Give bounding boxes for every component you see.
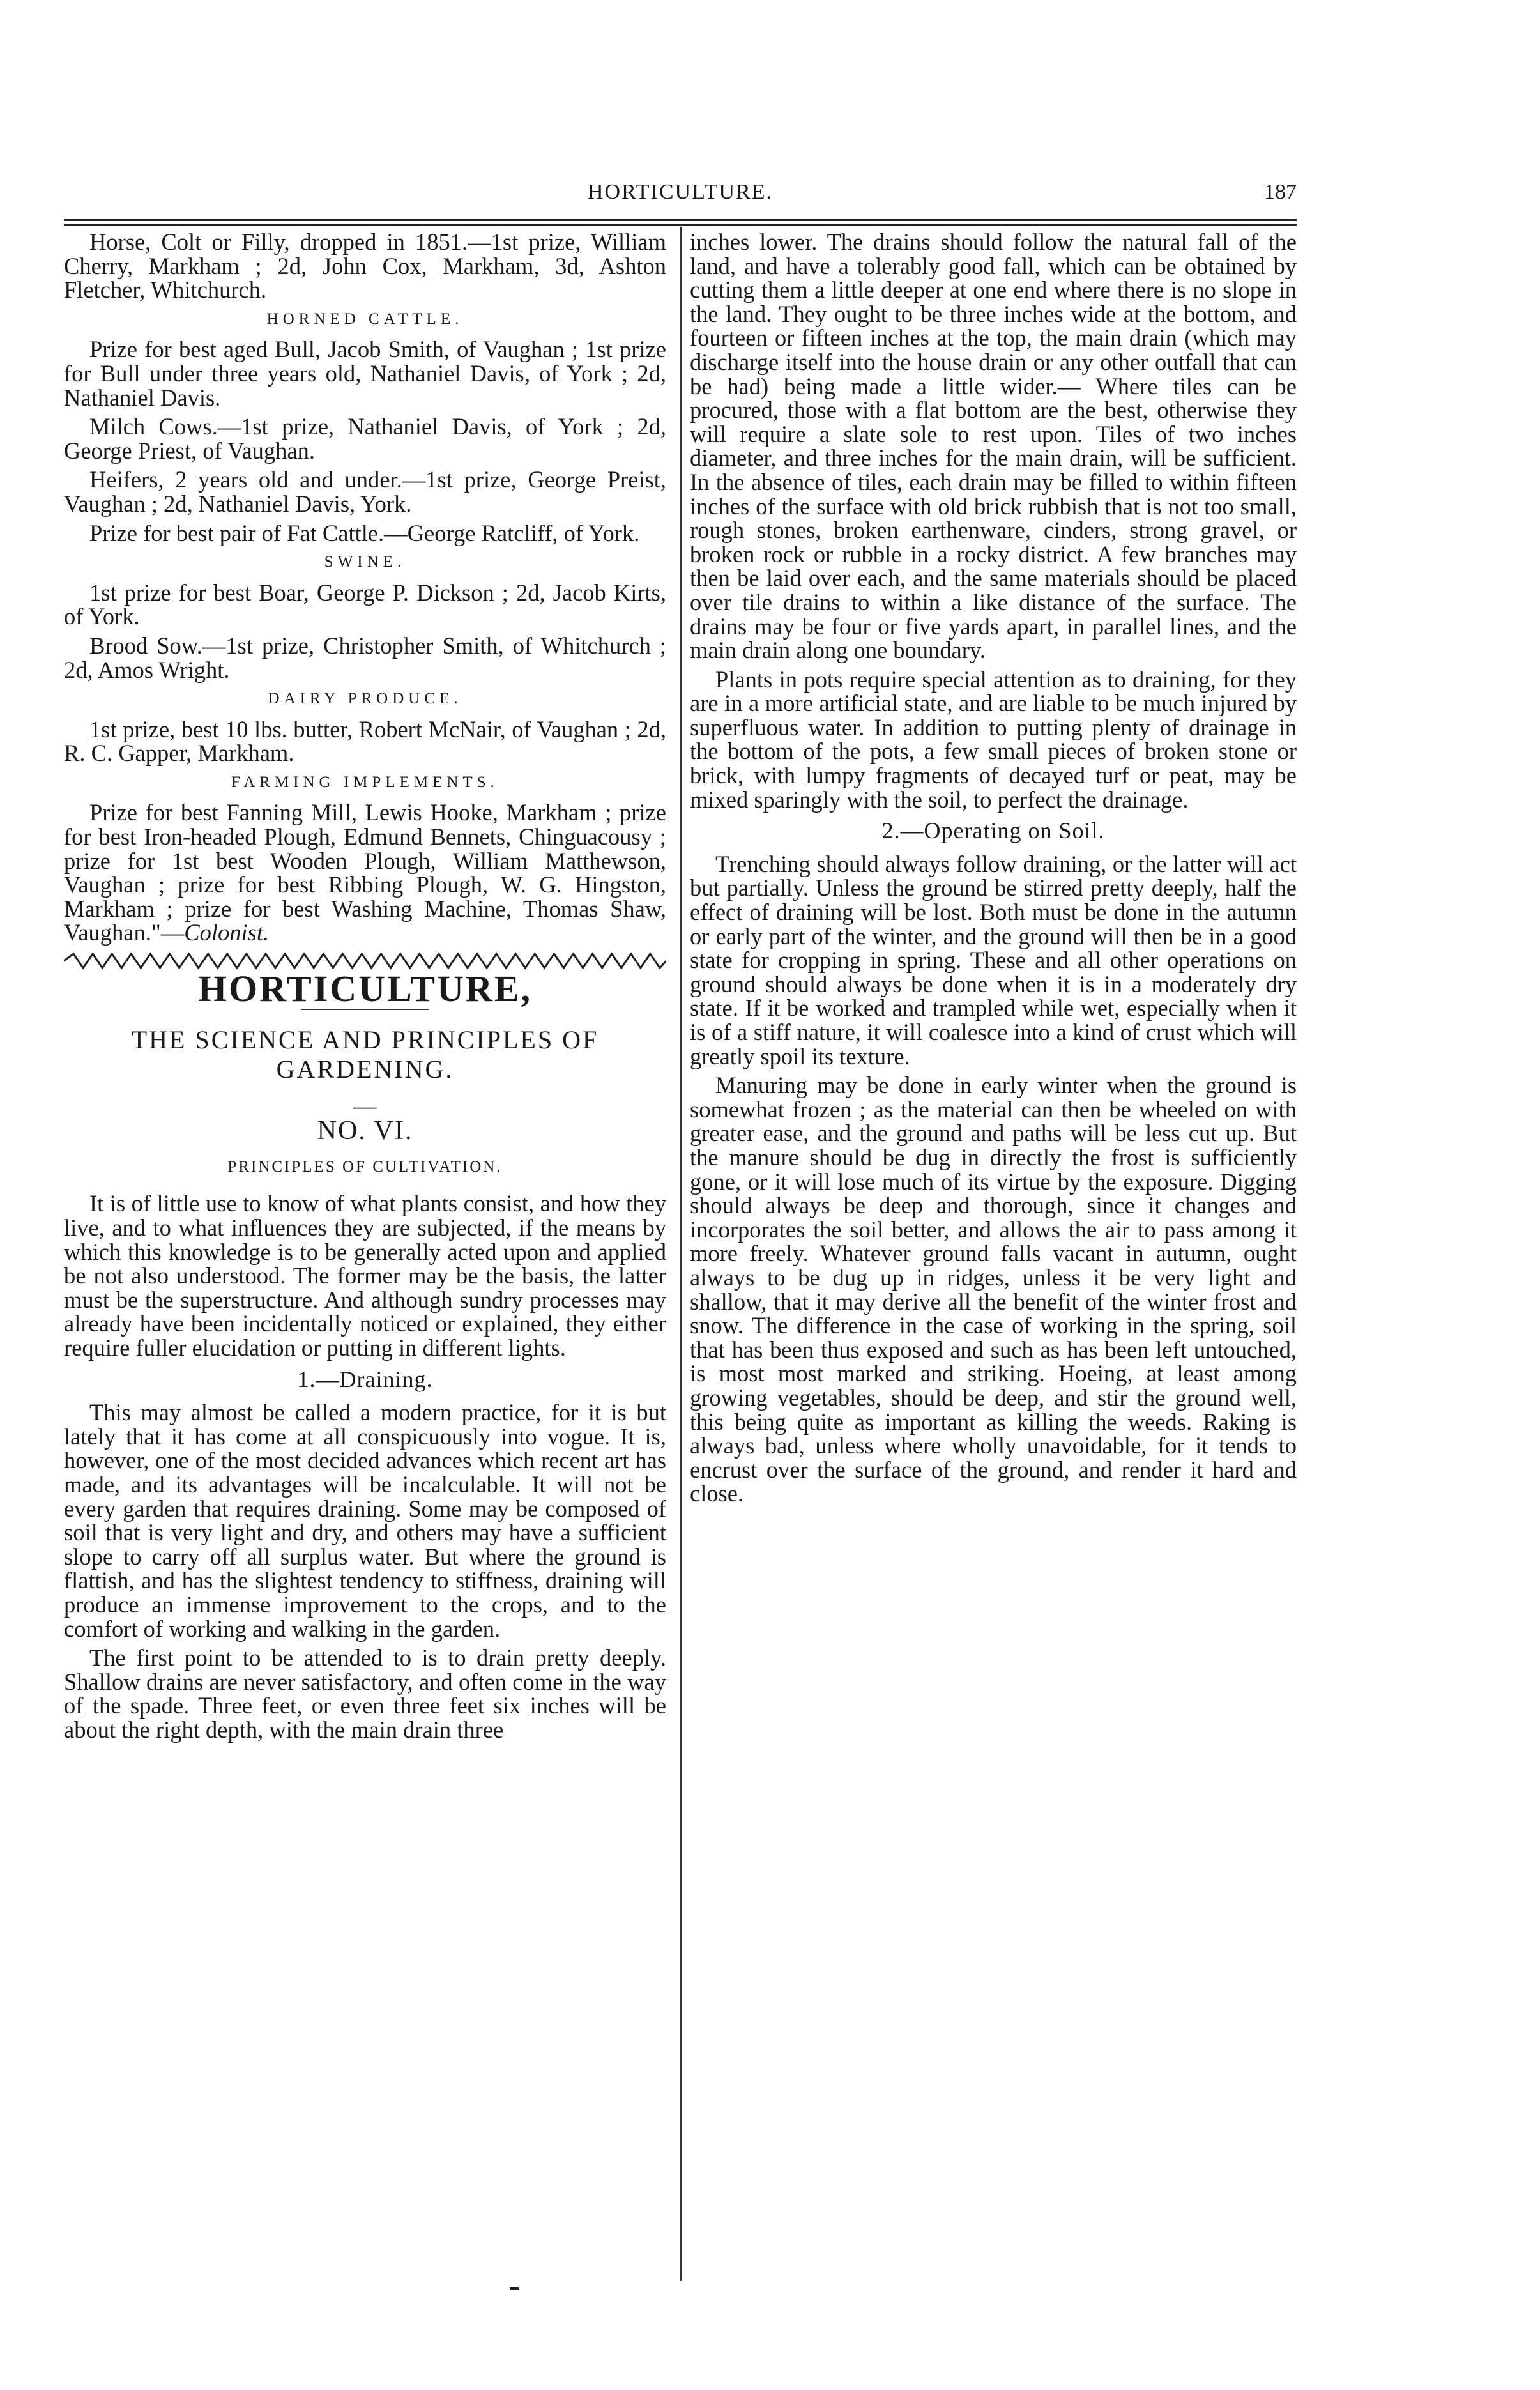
principles-heading: PRINCIPLES OF CULTIVATION. [227, 1158, 503, 1176]
source-credit: Colonist. [184, 919, 270, 946]
trenching-paragraph: Trenching should always follow draining, or the latter will act but partially. Unless the ground be stirred pretty deeply, half the effect of draining will be lost. Both must be done in the autumn or early part of the winter, and the ground will then be in a good state for cropping in spring. These and all other operations on ground should always be done when it is in a moderately dry state. If it be worked and trampled while wet, especially when it is of a stiff nature, it will coalesce into a kind of crust which will greatly spoil its texture. [690, 850, 1297, 1069]
fat-cattle-entry: Prize for best pair of Fat Cattle.—George Ratcliff, of York. [89, 519, 640, 546]
bull-prize-entry: Prize for best aged Bull, Jacob Smith, of Vaughan ; 1st prize for Bull under three years old, Nathaniel Davis, of York ; 2d, Nathaniel Davis. [64, 336, 666, 411]
intro-paragraph: It is of little use to know of what plants consist, and how they live, and to what influences they are subjected, if the means by which this knowledge is to be generally acted upon and applied be not also understood. The former may be the basis, the latter must be the superstructure. And although sundry processes may already have been incidentally noticed or explained, they either require fuller elucidation or putting in different lights. [64, 1190, 666, 1361]
manuring-paragraph: Manuring may be done in early winter when the ground is somewhat frozen ; as the material can then be wheeled on with greater ease, and the ground and paths will be less cut up. But the manure should be dug in directly the frost is sufficiently gone, or it will lose much of its virtue by the exposure. Digging should always be deep and thorough, since it changes and incorporates the soil better, and allows the air to pass among it more freely. Whatever ground falls vacant in autumn, ought always to be dug up in ridges, unless it be very light and shallow, that it may derive all the benefit of the winter frost and snow. The difference in the case of working in the spring, soil that has been thus exposed and such as has been left untouched, is most most marked and striking. Hoeing, at least among growing vegetables, should be deep, and stir the ground well, this being quite as important as killing the weeds. Raking is always bad, unless where wholly unavoidable, for it tends to encrust over the surface of the ground, and render it hard and close. [690, 1072, 1297, 1507]
milch-cows-entry: Milch Cows.—1st prize, Nathaniel Davis, of York ; 2d, George Priest, of Vaughan. [64, 413, 666, 464]
running-head: HORTICULTURE. [588, 180, 773, 204]
implements-text: Prize for best Fanning Mill, Lewis Hooke, Markham ; prize for best Iron-headed Plough, Edmund Bennets, Chinguacousy ; prize for 1st best Wooden Plough, William Matthewson, Vaughan ; prize for best Ribbing Plough, W. G. Hingston, Markham ; prize for best Washing Machine, Thomas Shaw, Vaughan."— [64, 799, 666, 946]
signature-mark [510, 2287, 519, 2290]
horse-prize-entry: Horse, Colt or Filly, dropped in 1851.—1st prize, William Cherry, Markham ; 2d, John Cox, Markham, 3d, Ashton Fletcher, Whitchurch. [64, 229, 666, 303]
draining-heading: 1.—Draining. [297, 1366, 433, 1392]
butter-entry: 1st prize, best 10 lbs. butter, Robert McNair, of Vaughan ; 2d, R. C. Gapper, Markham. [64, 716, 666, 767]
page-number: 187 [1264, 180, 1297, 204]
title-dash: — [353, 1092, 377, 1119]
article-number: NO. VI. [317, 1116, 413, 1146]
implements-entry [64, 800, 666, 945]
draining-paragraph: This may almost be called a modern practice, for it is but lately that it has come at all conspicuously into vogue. It is, however, one of the most decided advances which recent art has made, and its advantages will be incalculable. It will not be every garden that requires draining. Some may be composed of soil that is very light and dry, and others may have a sufficient slope to carry off all surplus water. But where the ground is flattish, and has the slightest tendency to stiffness, draining will produce an immense improvement to the crops, and to the comfort of working and walking in the garden. [64, 1399, 666, 1642]
first-point-paragraph: The first point to be attended to is to drain pretty deeply. Shallow drains are never satisfactory, and often come in the way of the spade. Three feet, or even three feet six inches will be about the right depth, with the main drain three [64, 1644, 666, 1743]
left-column [64, 230, 666, 1747]
section-title: HORTICULTURE, [197, 968, 533, 1010]
pots-paragraph: Plants in pots require special attention as to draining, for they are in a more artificial state, and are liable to be much injured by superfluous water. In addition to putting plenty of drainage in the bottom of the pots, a few small pieces of broken stone or brick, with lumpy fragments of decayed turf or peat, may be mixed sparingly with the soil, to perfect the drainage. [690, 666, 1297, 813]
drains-continued-paragraph: inches lower. The drains should follow the natural fall of the land, and have a tolerably good fall, which can be obtained by cutting them a little deeper at one end where there is no slope in the land. They ought to be three inches wide at the bottom, and fourteen or fifteen inches at the top, the main drain (which may discharge itself into the house drain or any other outfall that can be had) being made a little wider.— Where tiles can be procured, those with a flat bottom are the best, otherwise they will require a slate sole to rest upon. Tiles of two inches diameter, and three inches for the main drain, will be sufficient. In the absence of tiles, each drain may be filled to within fifteen inches of the surface with old brick rubbish that is not too small, rough stones, broken earthenware, cinders, strong gravel, or broken rock or rubble in a rocky district. A few branches may then be laid over each, and the same materials should be placed over tile drains to within a like distance of the surface. The drains may be four or five yards apart, in parallel lines, and the main drain along one boundary. [690, 229, 1297, 664]
farming-implements-heading: FARMING IMPLEMENTS. [231, 773, 499, 791]
dairy-produce-heading: DAIRY PRODUCE. [268, 690, 462, 708]
article-title: THE SCIENCE AND PRINCIPLES OF GARDENING. [131, 1025, 599, 1084]
right-column [690, 230, 1297, 1511]
header-rule [64, 219, 1297, 221]
swine-heading: SWINE. [324, 553, 406, 571]
page-header [64, 180, 1297, 206]
operating-on-soil-heading: 2.—Operating on Soil. [881, 818, 1105, 844]
horned-cattle-heading: HORNED CATTLE. [266, 310, 464, 328]
boar-entry: 1st prize for best Boar, George P. Dickson ; 2d, Jacob Kirts, of York. [64, 579, 666, 630]
brood-sow-entry: Brood Sow.—1st prize, Christopher Smith, of Whitchurch ; 2d, Amos Wright. [64, 632, 666, 683]
header-rule-thin [64, 224, 1297, 226]
heifers-entry: Heifers, 2 years old and under.—1st prize, George Preist, Vaughan ; 2d, Nathaniel Davis, York. [64, 466, 666, 517]
column-divider [680, 227, 682, 2281]
